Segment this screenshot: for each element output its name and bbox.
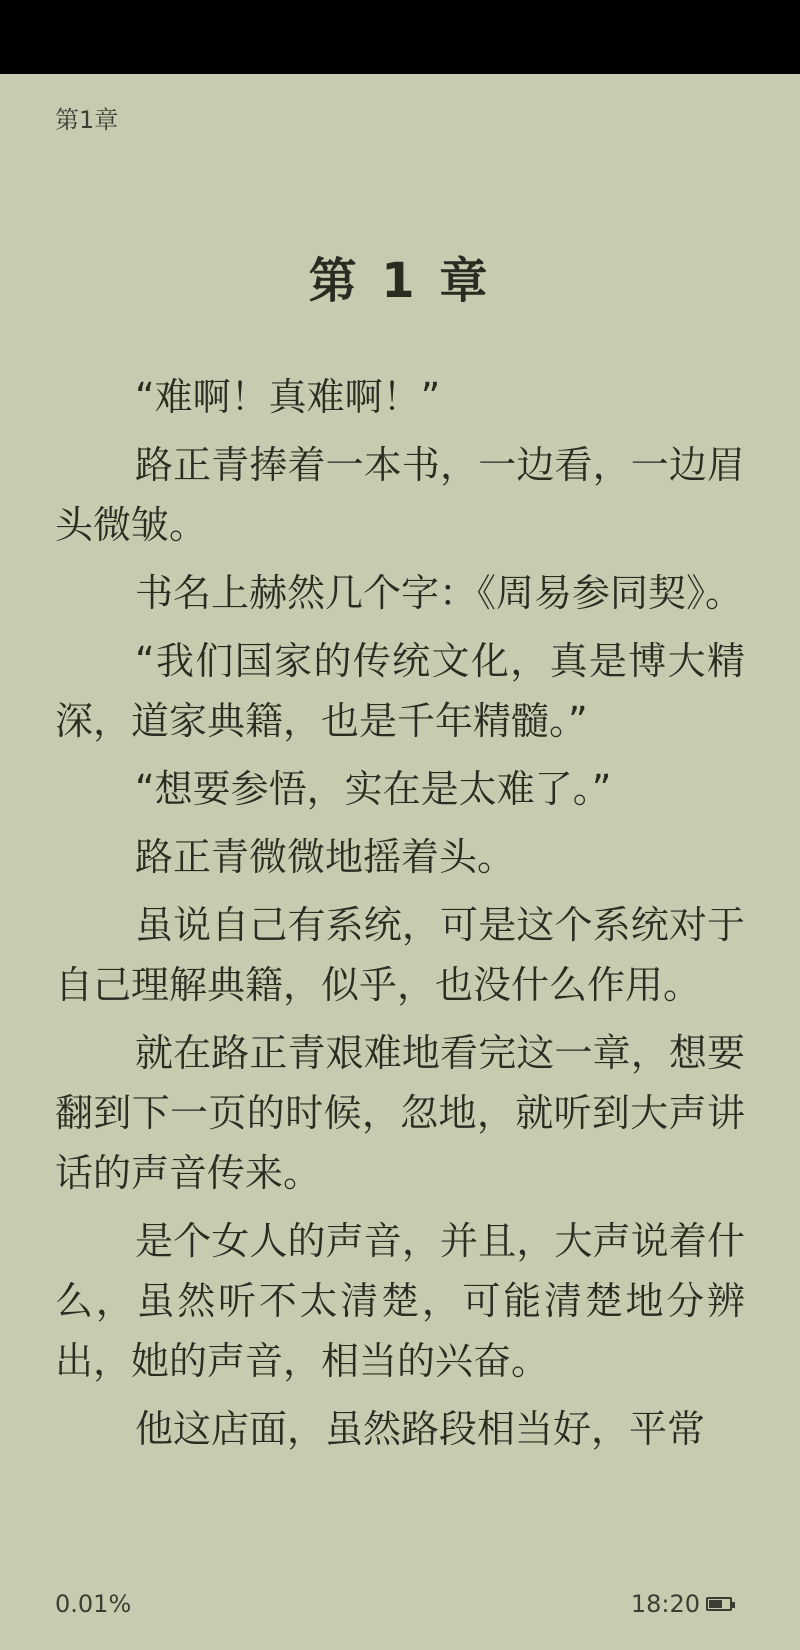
paragraph: 他这店面，虽然路段相当好，平常 [135,1407,706,1451]
paragraph: 路正青捧着一本书，一边看，一边眉头微皱。 [55,443,745,547]
paragraph: 路正青微微地摇着头。 [135,835,516,879]
paragraph: 虽说自己有系统，可是这个系统对于自己理解典籍，似乎，也没什么作用。 [55,903,745,1007]
chapter-header-label: 第1章 [55,106,119,134]
chapter-title: 第 1 章 [308,253,492,309]
reading-content[interactable] [55,367,745,1467]
battery-level-fill [709,1600,722,1608]
reading-progress: 0.01% [55,1590,132,1618]
battery-icon [706,1597,732,1611]
paragraph: 书名上赫然几个字：《周易参同契》。 [135,571,744,615]
status-bar [0,0,800,74]
paragraph: 就在路正青艰难地看完这一章，想要翻到下一页的时候，忽地，就听到大声讲话的声音传来。 [55,1031,745,1195]
clock-time: 18:20 [630,1590,700,1618]
paragraph: “我们国家的传统文化，真是博大精深，道家典籍，也是千年精髓。” [55,639,745,743]
footer-status [631,1590,732,1618]
paragraph: 是个女人的声音，并且，大声说着什么，虽然听不太清楚，可能清楚地分辨出，她的声音，相当的兴奋。 [55,1219,745,1383]
paragraph: “想要参悟，实在是太难了。” [135,767,612,811]
paragraph: “难啊！真难啊！” [135,375,441,419]
